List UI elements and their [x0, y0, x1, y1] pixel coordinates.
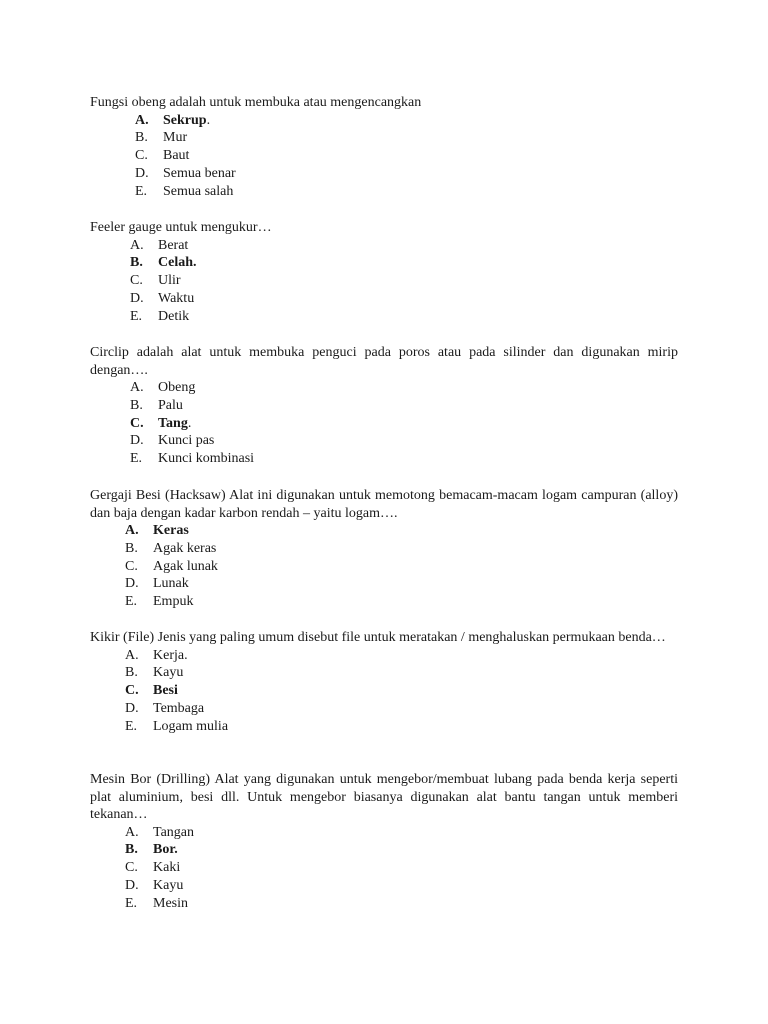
- option-b: B. Palu: [130, 397, 183, 413]
- question-stem: Feeler gauge untuk mengukur…: [90, 220, 272, 235]
- question-stem: Circlip adalah alat untuk membuka penguci pada poros atau pada silinder dan digunakan mirip dengan….: [90, 345, 678, 378]
- option-a: A. Tangan: [125, 824, 195, 840]
- option-d: D. Semua benar: [135, 165, 236, 181]
- option-b: B. Kayu: [125, 665, 184, 681]
- option-list: [90, 522, 678, 611]
- question-3: [90, 344, 678, 468]
- option-b: B. Celah.: [130, 255, 197, 271]
- option-list: [90, 379, 678, 468]
- question-4: [90, 487, 678, 611]
- option-e: E. Logam mulia: [125, 718, 229, 734]
- option-e: E. Mesin: [125, 895, 188, 911]
- option-list: [90, 237, 678, 326]
- option-list: [90, 647, 678, 736]
- question-2: [90, 219, 678, 325]
- option-c: C. Ulir: [130, 273, 181, 289]
- option-c: C. Baut: [135, 148, 190, 164]
- option-list: [90, 824, 678, 913]
- question-stem: Fungsi obeng adalah untuk membuka atau mengencangkan: [90, 95, 422, 110]
- option-c: C. Agak lunak: [125, 558, 218, 574]
- option-a: A. Keras: [125, 523, 189, 538]
- option-e: E. Kunci kombinasi: [130, 451, 255, 467]
- option-d: D. Kunci pas: [130, 433, 215, 449]
- option-b: B. Agak keras: [125, 540, 217, 556]
- option-c: C. Tang.: [130, 415, 192, 431]
- option-b: B. Mur: [135, 130, 188, 146]
- option-d: D. Lunak: [125, 576, 189, 592]
- question-1: [90, 94, 678, 200]
- option-a: A. Kerja.: [125, 647, 188, 663]
- option-a: A. Obeng: [130, 380, 196, 395]
- option-d: D. Tembaga: [125, 700, 205, 716]
- option-d: D. Waktu: [130, 290, 195, 306]
- question-stem: Mesin Bor (Drilling) Alat yang digunakan untuk mengebor/membuat lubang pada benda kerja seperti plat aluminium, besi dll. Untuk mengebor biasanya digunakan alat bantu tangan untuk memberi tekanan…: [90, 772, 678, 822]
- option-a: A. Sekrup.: [135, 112, 211, 128]
- option-e: E. Semua salah: [135, 183, 234, 199]
- option-d: D. Kayu: [125, 877, 184, 893]
- question-5: [90, 629, 678, 735]
- question-6: [90, 771, 678, 912]
- option-c: C. Kaki: [125, 860, 181, 876]
- option-c: C. Besi: [125, 683, 178, 699]
- question-stem: Gergaji Besi (Hacksaw) Alat ini digunakan untuk memotong bemacam-macam logam campuran (alloy) dan baja dengan kadar karbon rendah – yaitu logam….: [90, 488, 678, 521]
- option-a: A. Berat: [130, 237, 189, 253]
- option-e: E. Detik: [130, 308, 190, 324]
- option-b: B. Bor.: [125, 842, 178, 858]
- option-e: E. Empuk: [125, 594, 194, 610]
- option-list: [90, 112, 678, 201]
- question-stem: Kikir (File) Jenis yang paling umum disebut file untuk meratakan / menghaluskan permukaan benda…: [90, 630, 666, 645]
